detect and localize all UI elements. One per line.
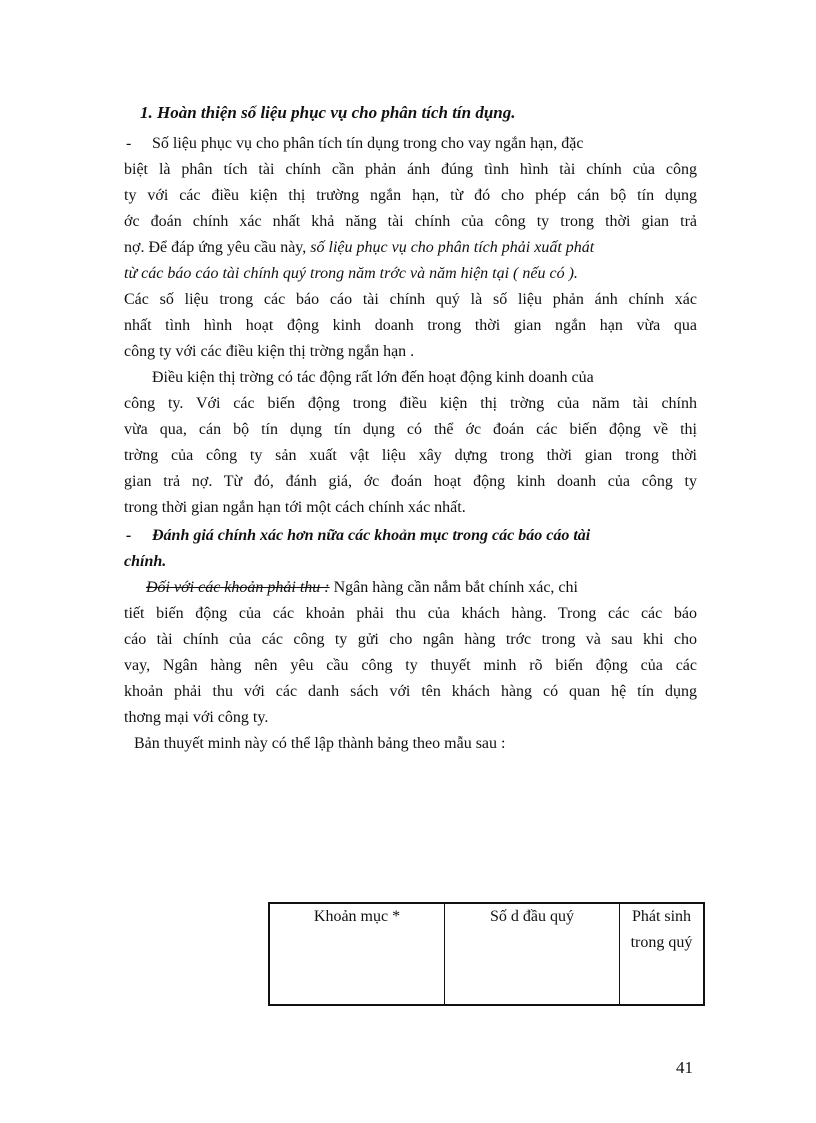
paragraph-2-line-6: trong thời gian ngắn hạn tới một cách chính xác nhất. — [124, 499, 466, 516]
paragraph-4-line-3: cáo tài chính của các công ty gửi cho ngân hàng trớc trong và sau khi cho — [124, 631, 697, 648]
italic-run: số liệu phục vụ cho phân tích phải xuất phát — [310, 239, 595, 256]
paragraph-2-line-2: công ty. Với các biến động trong điều kiện thị trờng của năm tài chính — [124, 395, 697, 412]
struck-run: Đối với các khoản phải thu : — [146, 579, 330, 596]
bullet-dash: - — [126, 527, 132, 544]
paragraph-1-line-6: từ các báo cáo tài chính quý trong năm trớc và năm hiện tại ( nếu có ). — [124, 265, 578, 282]
paragraph-4-line-7: Bản thuyết minh này có thể lập thành bảng theo mẫu sau : — [134, 735, 506, 752]
text-run: Số liệu phục vụ cho phân tích tín dụng trong cho vay ngắn hạn, đặc — [152, 135, 584, 152]
paragraph-3-line-2: chính. — [124, 553, 167, 570]
paragraph-3-line-1 — [126, 526, 699, 546]
paragraph-1-line-7: Các số liệu trong các báo cáo tài chính quý là số liệu phản ánh chính xác — [124, 291, 697, 308]
text-run: nợ. Để đáp ứng yêu cầu này, — [124, 239, 311, 256]
paragraph-2-line-4: trờng của công ty sản xuất vật liệu xây dựng trong thời gian trong thời — [124, 447, 697, 464]
paragraph-2-line-3: vừa qua, cán bộ tín dụng tín dụng có thể ớc đoán các biến động về thị — [124, 421, 697, 438]
paragraph-4-line-5: khoản phải thu với các danh sách với tên khách hàng có quan hệ tín dụng — [124, 683, 697, 700]
paragraph-1-line-1 — [126, 134, 699, 154]
bullet-dash: - — [126, 135, 132, 152]
paragraph-4-line-6: thơng mại với công ty. — [124, 709, 269, 726]
paragraph-1-line-2: biệt là phân tích tài chính cần phản ánh đúng tình hình tài chính của công — [124, 161, 697, 178]
receivables-table — [268, 902, 705, 1006]
paragraph-2-line-5: gian trả nợ. Từ đó, đánh giá, ớc đoán hoạt động kinh doanh của công ty — [124, 473, 697, 490]
table-header-cell: Khoản mục * — [270, 904, 445, 1004]
section-heading: 1. Hoàn thiện số liệu phục vụ cho phân tích tín dụng. — [140, 103, 516, 122]
paragraph-1-line-4: ớc đoán chính xác nhất khả năng tài chính của công ty trong thời gian trả — [124, 213, 697, 230]
text-run: Đánh giá chính xác hơn nữa các khoản mục trong các báo cáo tài — [152, 527, 591, 544]
paragraph-4-line-2: tiết biến động của các khoản phải thu của khách hàng. Trong các các báo — [124, 605, 697, 622]
table-header-cell: Số d đầu quý — [445, 904, 620, 1004]
paragraph-2-line-1: Điều kiện thị trờng có tác động rất lớn đến hoạt động kinh doanh của — [152, 369, 594, 386]
table-header-cell: Phát sinh trong quý — [630, 908, 693, 951]
paragraph-4-line-1 — [146, 578, 697, 598]
text-run: Ngân hàng cần nắm bắt chính xác, chi — [329, 579, 578, 596]
paragraph-4-line-4: vay, Ngân hàng nên yêu cầu công ty thuyết minh rõ biến động của các — [124, 657, 697, 674]
paragraph-1-line-5 — [124, 238, 697, 258]
paragraph-1-line-9: công ty với các điều kiện thị trờng ngắn hạn . — [124, 343, 415, 360]
page-number: 41 — [676, 1058, 693, 1077]
paragraph-1-line-3: ty với các điều kiện thị trường ngắn hạn, từ đó cho phép cán bộ tín dụng — [124, 187, 697, 204]
paragraph-1-line-8: nhất tình hình hoạt động kinh doanh trong thời gian ngắn hạn vừa qua — [124, 317, 697, 334]
